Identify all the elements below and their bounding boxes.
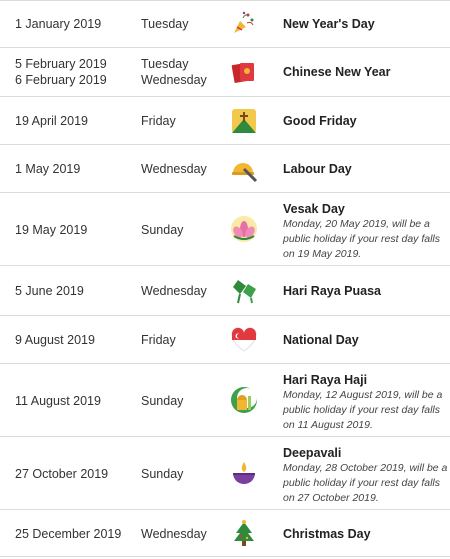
holiday-date: 9 August 2019 bbox=[15, 333, 95, 347]
holiday-name-block bbox=[283, 526, 448, 542]
holiday-date-line: 5 February 2019 bbox=[15, 57, 107, 71]
holiday-date: 11 August 2019 bbox=[15, 394, 101, 408]
holiday-name: Hari Raya Puasa bbox=[283, 284, 381, 298]
holiday-name-block bbox=[283, 445, 448, 506]
holiday-date-line: 6 February 2019 bbox=[15, 73, 107, 87]
holiday-name-block bbox=[283, 332, 448, 348]
table-row bbox=[0, 316, 450, 364]
holiday-name-block bbox=[283, 16, 448, 32]
holiday-date: 25 December 2019 bbox=[15, 527, 122, 541]
holiday-note-line: on 19 May 2019. bbox=[283, 248, 362, 260]
table-row bbox=[0, 193, 450, 266]
lotus-icon bbox=[230, 215, 258, 243]
holiday-date: 5 June 2019 bbox=[15, 284, 84, 298]
holiday-day: Sunday bbox=[141, 394, 184, 408]
holiday-note-line: Monday, 28 October 2019, will be a bbox=[283, 462, 448, 474]
table-row bbox=[0, 266, 450, 316]
holiday-name: National Day bbox=[283, 333, 359, 347]
holiday-date bbox=[15, 56, 107, 88]
holiday-name-block bbox=[283, 64, 448, 80]
holiday-name-block bbox=[283, 372, 448, 433]
holiday-name-block bbox=[283, 201, 448, 262]
holiday-name: Hari Raya Haji bbox=[283, 373, 368, 387]
holiday-name-block bbox=[283, 283, 448, 299]
holiday-note-line: Monday, 20 May 2019, will be a bbox=[283, 218, 430, 230]
holiday-date: 19 May 2019 bbox=[15, 223, 88, 237]
red-packet-icon bbox=[230, 58, 258, 86]
holiday-day: Sunday bbox=[141, 223, 184, 237]
holiday-date: 19 April 2019 bbox=[15, 114, 88, 128]
hill-cross-icon bbox=[230, 107, 258, 135]
holiday-name-block bbox=[283, 113, 448, 129]
holiday-day: Wednesday bbox=[141, 284, 207, 298]
holiday-note-line: public holiday if your rest day falls bbox=[283, 233, 440, 245]
singapore-heart-icon bbox=[230, 326, 258, 354]
table-row bbox=[0, 437, 450, 510]
ketupat-icon bbox=[230, 276, 258, 304]
holiday-date: 1 May 2019 bbox=[15, 162, 81, 176]
hard-hat-wrench-icon bbox=[230, 155, 258, 183]
holiday-name: Vesak Day bbox=[283, 202, 345, 216]
holiday-day: Tuesday bbox=[141, 17, 189, 31]
holiday-day-line: Tuesday bbox=[141, 57, 189, 71]
holiday-date: 27 October 2019 bbox=[15, 467, 109, 481]
christmas-tree-icon bbox=[230, 519, 258, 547]
holiday-name: Labour Day bbox=[283, 162, 352, 176]
holiday-day: Wednesday bbox=[141, 527, 207, 541]
table-row bbox=[0, 364, 450, 437]
holiday-name: Christmas Day bbox=[283, 527, 371, 541]
holiday-day: Sunday bbox=[141, 467, 184, 481]
holiday-note-line: public holiday if your rest day falls bbox=[283, 477, 440, 489]
holiday-day: Friday bbox=[141, 114, 176, 128]
holiday-name: Deepavali bbox=[283, 446, 342, 460]
holiday-day bbox=[141, 56, 207, 88]
oil-lamp-icon bbox=[230, 459, 258, 487]
holiday-date: 1 January 2019 bbox=[15, 17, 102, 31]
table-row bbox=[0, 510, 450, 557]
table-row bbox=[0, 48, 450, 97]
table-row bbox=[0, 1, 450, 48]
holiday-name-block bbox=[283, 161, 448, 177]
holiday-name: Good Friday bbox=[283, 114, 357, 128]
holiday-name: Chinese New Year bbox=[283, 65, 391, 79]
table-row bbox=[0, 145, 450, 193]
table-row bbox=[0, 97, 450, 145]
holiday-name: New Year's Day bbox=[283, 17, 375, 31]
holiday-note-line: public holiday if your rest day falls bbox=[283, 404, 440, 416]
holiday-day: Wednesday bbox=[141, 162, 207, 176]
party-popper-icon bbox=[230, 9, 258, 37]
mosque-crescent-icon bbox=[230, 386, 258, 414]
holiday-note-line: on 27 October 2019. bbox=[283, 492, 379, 504]
holiday-note-line: Monday, 12 August 2019, will be a bbox=[283, 389, 443, 401]
holiday-day: Friday bbox=[141, 333, 176, 347]
holiday-note-line: on 11 August 2019. bbox=[283, 419, 373, 431]
holiday-day-line: Wednesday bbox=[141, 73, 207, 87]
